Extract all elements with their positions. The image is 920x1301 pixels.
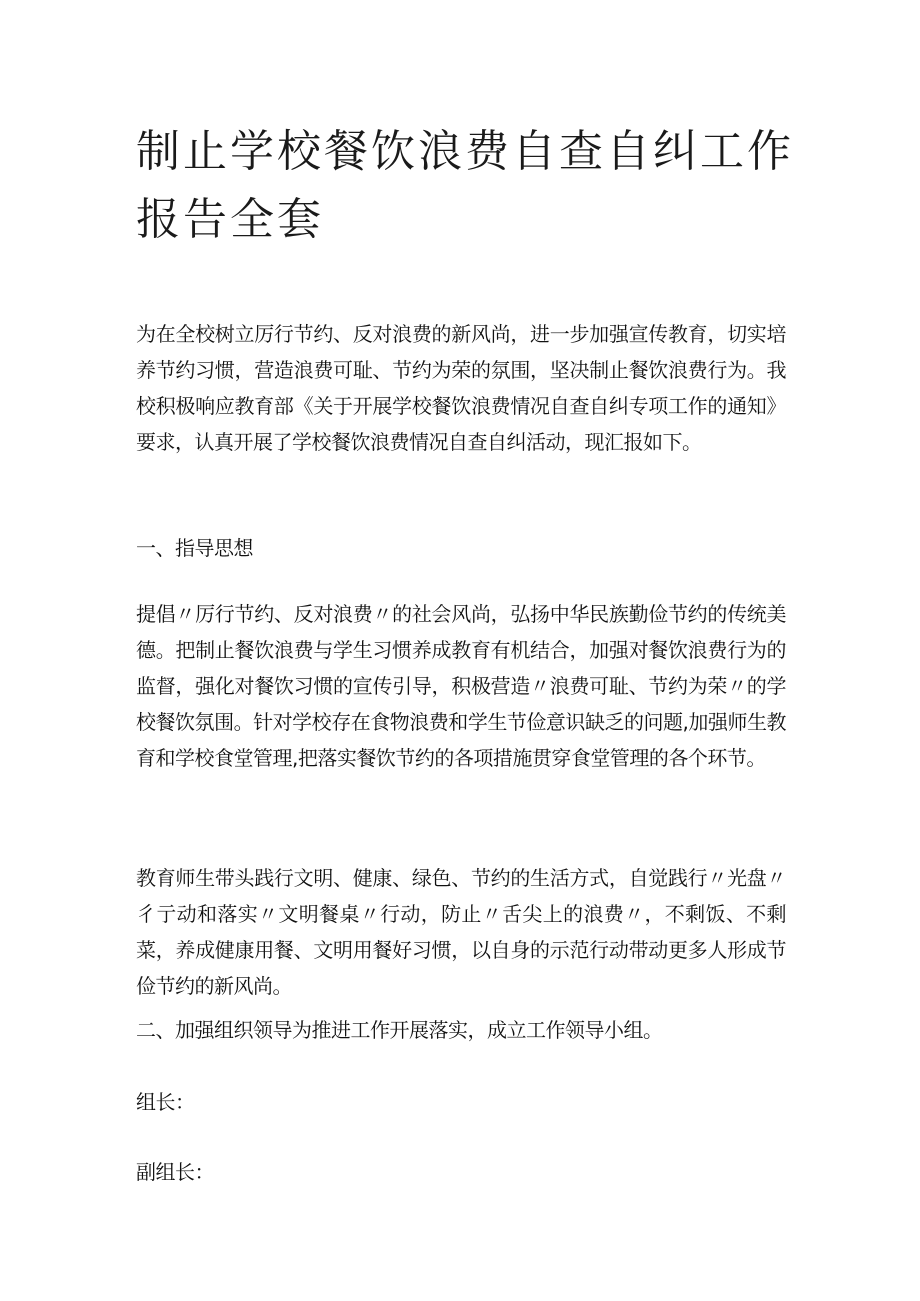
section-1-paragraph: 提倡〃厉行节约、反对浪费〃的社会风尚，弘扬中华民族勤俭节约的传统美德。把制止餐饮浪费与学生习惯养成教育有机结合，加强对餐饮浪费行为的监督，强化对餐饮习惯的宣传引导，积极营造〃浪费可耻、节约为荣〃的学校餐饮氛围。针对学校存在食物浪费和学生节俭意识缺乏的问题,加强师生教育和学校食堂管理,把落实餐饮节约的各项措施贯穿食堂管理的各个环节。 [136, 602, 786, 770]
document-title: 制止学校餐饮浪费自查自纠工作报告全套 [136, 126, 794, 245]
section-2-heading: 二、加强组织领导为推进工作开展落实，成立工作领导小组。 [136, 1018, 663, 1042]
section-1-paragraph-2: 教育师生带头践行文明、健康、绿色、节约的生活方式，自觉践行〃光盘〃彳亍动和落实〃文明餐桌〃行动，防止〃舌尖上的浪费〃，不剩饭、不剩菜，养成健康用餐、文明用餐好习惯，以自身的示范行动带动更多人形成节俭节约的新风尚。 [136, 866, 786, 998]
section-1-heading: 一、指导思想 [136, 536, 253, 560]
intro-paragraph: 为在全校树立厉行节约、反对浪费的新风尚，进一步加强宣传教育，切实培养节约习惯，营造浪费可耻、节约为荣的氛围，坚决制止餐饮浪费行为。我校积极响应教育部《关于开展学校餐饮浪费情况自查自纠专项工作的通知》要求，认真开展了学校餐饮浪费情况自查自纠活动，现汇报如下。 [136, 322, 786, 454]
leader-label: 组长： [136, 1090, 195, 1114]
deputy-leader-label: 副组长： [136, 1160, 214, 1184]
